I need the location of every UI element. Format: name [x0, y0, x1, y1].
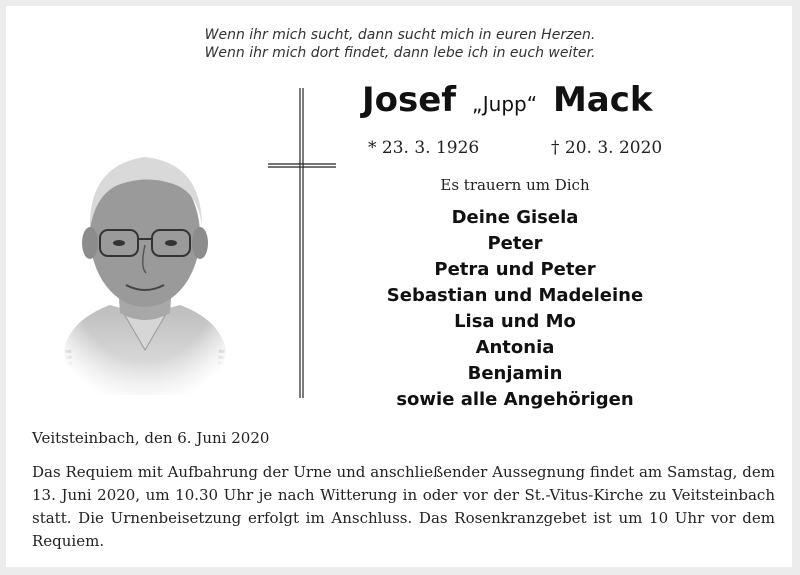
mourner-name: sowie alle Angehörigen [396, 389, 634, 410]
motto-line-1: Wenn ihr mich sucht, dann sucht mich in euren Herzen. [204, 27, 596, 43]
first-name: Josef [362, 80, 457, 120]
mourners-list [360, 205, 670, 413]
death-date: † 20. 3. 2020 [551, 138, 663, 158]
mourner-name: Deine Gisela [451, 207, 579, 228]
nickname: „Jupp“ [471, 92, 538, 116]
last-name: Mack [552, 80, 653, 120]
requiem-notice: Das Requiem mit Aufbahrung der Urne und anschließender Aussegnung findet am Samstag, dem 13. Juni 2020, um 10.30 Uhr je nach Witterung in oder vor der St.-Vitus-Kirche zu Veitsteinbach statt. Die Urnenbeisetzung erfolgt im Anschluss. Das Rosenkranzgebet ist um 10 Uhr vor dem Requiem. [32, 463, 775, 550]
mourner-name: Peter [487, 233, 543, 254]
mourning-intro: Es trauern um Dich [440, 176, 590, 194]
deceased-name [362, 80, 672, 124]
mourner-name: Petra und Peter [434, 259, 596, 280]
birth-date: * 23. 3. 1926 [368, 138, 480, 158]
motto-line-2: Wenn ihr mich dort findet, dann lebe ich in euch weiter. [204, 45, 596, 61]
motto [0, 26, 800, 62]
mourner-name: Benjamin [467, 363, 563, 384]
place-and-date: Veitsteinbach, den 6. Juni 2020 [32, 429, 270, 447]
mourner-name: Lisa und Mo [454, 311, 576, 332]
mourner-name: Antonia [475, 337, 555, 358]
mourner-name: Sebastian und Madeleine [386, 285, 644, 306]
portrait-photo [50, 135, 240, 395]
cross-icon [262, 88, 342, 398]
